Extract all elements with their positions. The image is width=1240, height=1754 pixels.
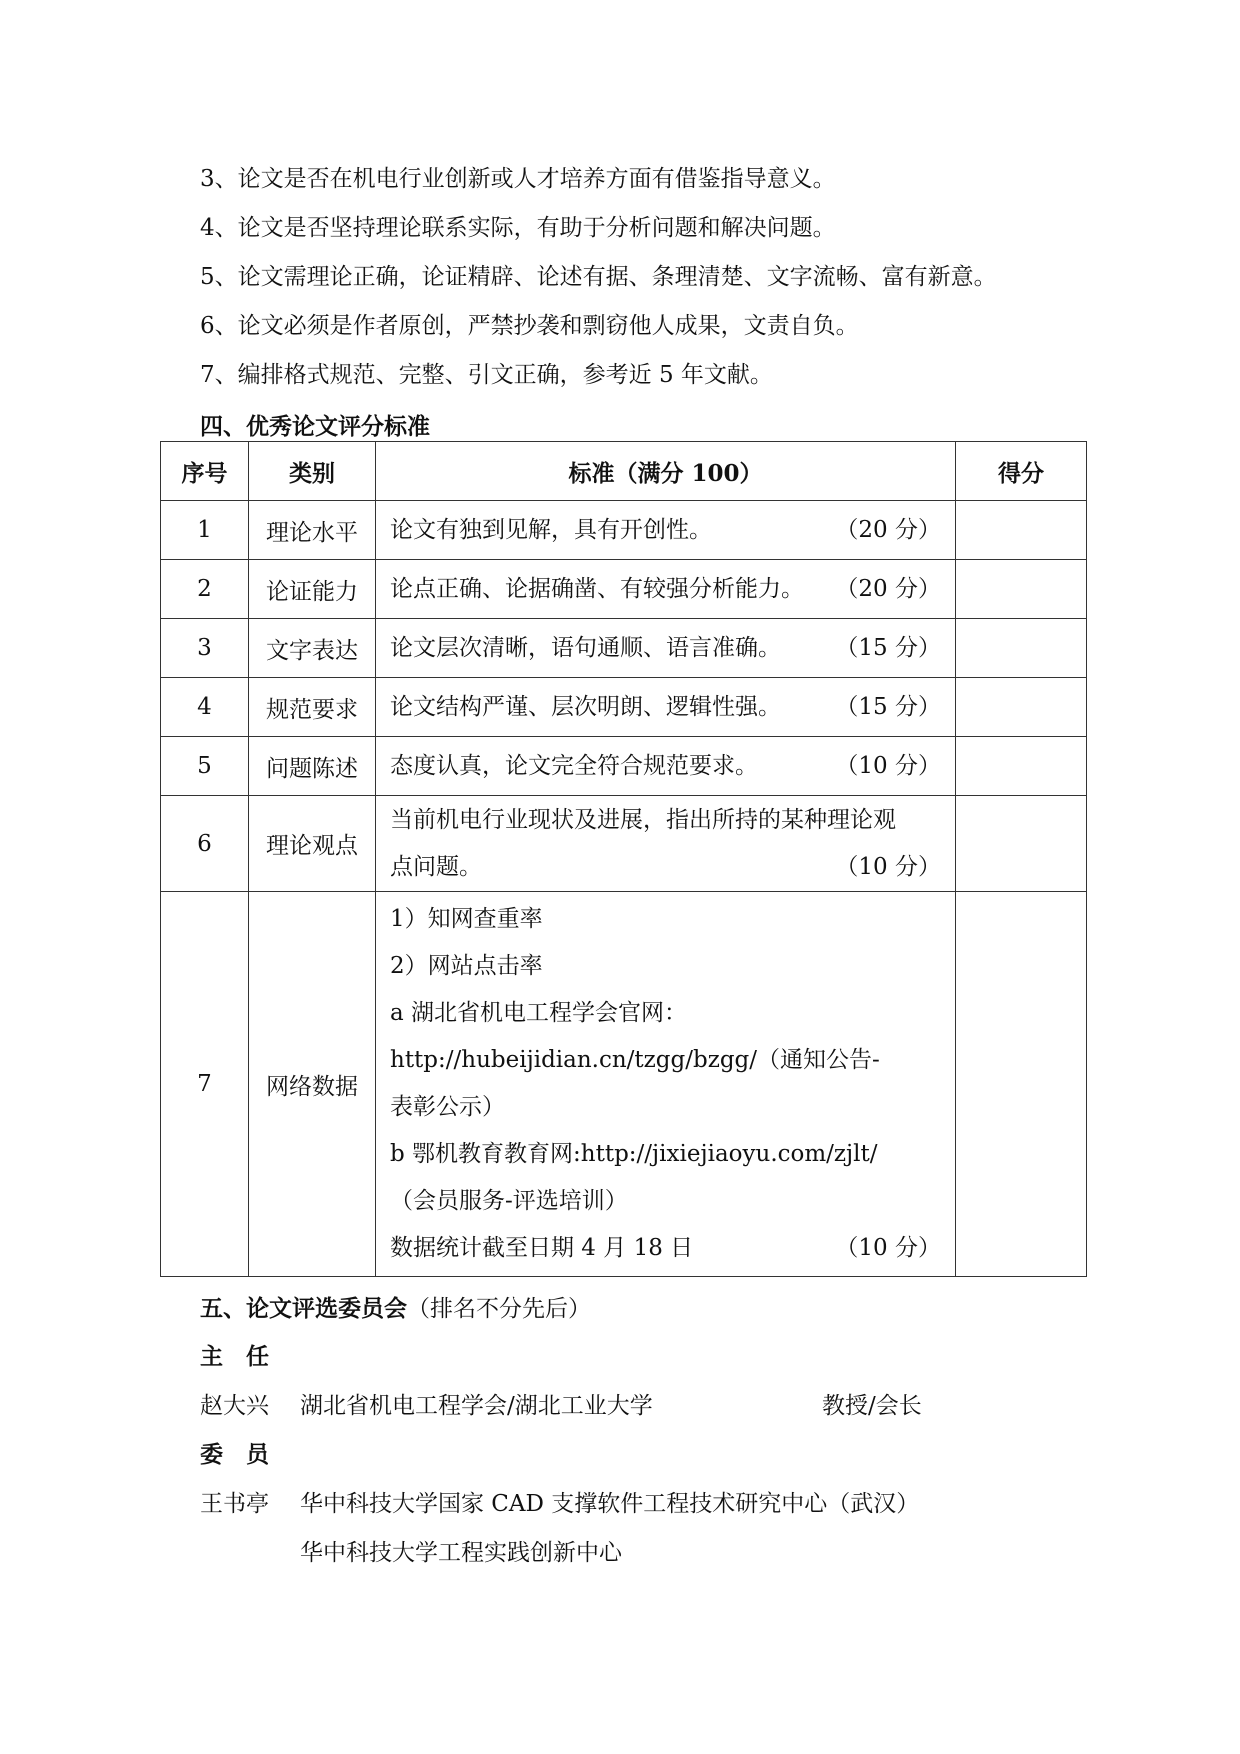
row-category: 文字表达 — [249, 619, 376, 678]
row-score-cell — [956, 560, 1087, 619]
row-category: 理论观点 — [249, 796, 376, 892]
header-number: 序号 — [161, 442, 249, 501]
member-entry — [200, 1485, 1000, 1517]
standard-line: （会员服务-评选培训） — [390, 1188, 628, 1214]
row-standard — [376, 560, 956, 619]
table-row — [161, 796, 1087, 892]
standard-line: 2）网站点击率 — [390, 953, 543, 979]
standard-line: 数据统计截至日期 4 月 18 日 — [390, 1235, 694, 1261]
paragraph-4: 4、论文是否坚持理论联系实际，有助于分析问题和解决问题。 — [200, 215, 836, 241]
row-number: 4 — [161, 678, 249, 737]
table-row — [161, 678, 1087, 737]
table-row — [161, 501, 1087, 560]
table-row — [161, 892, 1087, 1277]
row-number: 6 — [161, 796, 249, 892]
row-standard — [376, 892, 956, 1277]
row-score-cell — [956, 501, 1087, 560]
standard-line: 点问题。 — [390, 853, 482, 880]
members-heading: 委 员 — [200, 1441, 269, 1468]
row-number: 7 — [161, 892, 249, 1277]
standard-line: http://hubeijidian.cn/tzgg/bzgg/（通知公告- — [390, 1047, 880, 1073]
row-score-cell — [956, 892, 1087, 1277]
paragraph-7: 7、编排格式规范、完整、引文正确，参考近 5 年文献。 — [200, 362, 773, 388]
standard-text: 论文结构严谨、层次明朗、逻辑性强。 — [390, 693, 781, 720]
section-4-heading: 四、优秀论文评分标准 — [200, 413, 430, 440]
row-score-cell — [956, 737, 1087, 796]
standard-line: b 鄂机教育教育网:http://jixiejiaoyu.com/zjlt/ — [390, 1141, 878, 1167]
paragraph-3: 3、论文是否在机电行业创新或人才培养方面有借鉴指导意义。 — [200, 166, 836, 192]
row-score-cell — [956, 678, 1087, 737]
scoring-table — [160, 441, 1087, 1277]
standard-line: 表彰公示） — [390, 1094, 505, 1120]
section-5-heading — [200, 1290, 591, 1323]
row-number: 3 — [161, 619, 249, 678]
table-row — [161, 560, 1087, 619]
paragraph-5: 5、论文需理论正确，论证精辟、论述有据、条理清楚、文字流畅、富有新意。 — [200, 264, 997, 290]
row-number: 5 — [161, 737, 249, 796]
points-text: （10 分） — [835, 1235, 941, 1261]
header-category: 类别 — [249, 442, 376, 501]
points-text: （10 分） — [835, 853, 941, 880]
row-category: 网络数据 — [249, 892, 376, 1277]
standard-text: 论文有独到见解，具有开创性。 — [390, 516, 712, 543]
row-category: 理论水平 — [249, 501, 376, 560]
row-standard — [376, 796, 956, 892]
director-org: 湖北省机电工程学会/湖北工业大学 — [300, 1393, 653, 1419]
row-standard — [376, 737, 956, 796]
standard-text: 态度认真，论文完全符合规范要求。 — [390, 752, 758, 779]
row-category: 论证能力 — [249, 560, 376, 619]
row-number: 2 — [161, 560, 249, 619]
section-5-title: 五、论文评选委员会 — [200, 1295, 407, 1322]
points-text: （20 分） — [835, 575, 941, 602]
director-role: 教授/会长 — [822, 1393, 922, 1419]
table-row — [161, 619, 1087, 678]
row-standard — [376, 619, 956, 678]
row-score-cell — [956, 796, 1087, 892]
header-standard: 标准（满分 100） — [376, 442, 956, 501]
row-standard — [376, 678, 956, 737]
director-entry — [200, 1387, 960, 1419]
row-category: 问题陈述 — [249, 737, 376, 796]
standard-text: 论点正确、论据确凿、有较强分析能力。 — [390, 575, 804, 602]
standard-line: 1）知网查重率 — [390, 906, 543, 932]
row-number: 1 — [161, 501, 249, 560]
standard-line: a 湖北省机电工程学会官网： — [390, 1000, 688, 1026]
points-text: （15 分） — [835, 634, 941, 661]
director-name: 赵大兴 — [200, 1393, 269, 1419]
standard-text: 论文层次清晰，语句通顺、语言准确。 — [390, 634, 781, 661]
standard-line: 当前机电行业现状及进展，指出所持的某种理论观 — [390, 806, 896, 833]
row-score-cell — [956, 619, 1087, 678]
row-standard — [376, 501, 956, 560]
section-5-note: （排名不分先后） — [407, 1296, 591, 1322]
row-category: 规范要求 — [249, 678, 376, 737]
points-text: （10 分） — [835, 752, 941, 779]
director-heading: 主 任 — [200, 1343, 269, 1370]
paragraph-6: 6、论文必须是作者原创，严禁抄袭和剽窃他人成果，文责自负。 — [200, 313, 859, 339]
member-org-line-2 — [300, 1534, 800, 1566]
header-score: 得分 — [956, 442, 1087, 501]
member-name: 王书亭 — [200, 1491, 269, 1517]
member-org: 华中科技大学国家 CAD 支撑软件工程技术研究中心（武汉） — [300, 1491, 920, 1517]
points-text: （20 分） — [835, 516, 941, 543]
member-org-2: 华中科技大学工程实践创新中心 — [300, 1540, 622, 1566]
points-text: （15 分） — [835, 693, 941, 720]
table-row — [161, 737, 1087, 796]
